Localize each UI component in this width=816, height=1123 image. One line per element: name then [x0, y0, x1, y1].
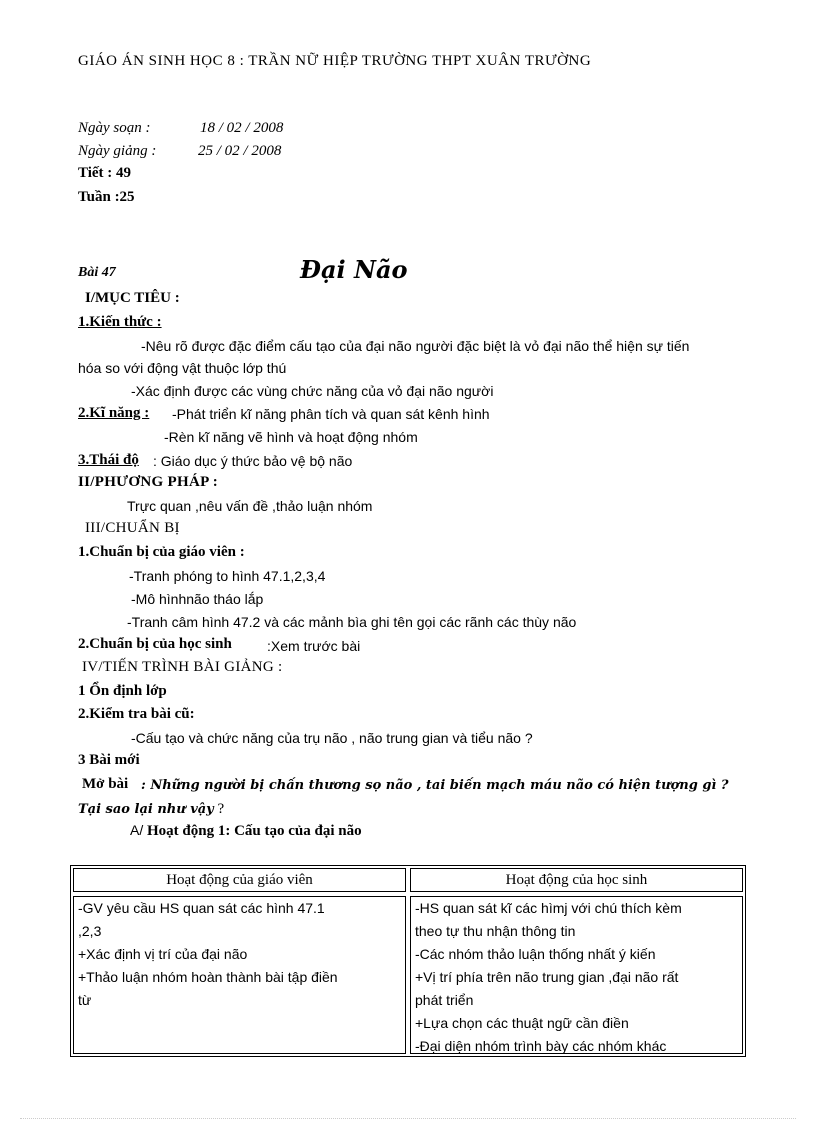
chuan-bi-heading: III/CHUẨN BỊ — [85, 520, 180, 536]
hs-line: phát triển — [415, 992, 474, 1008]
lesson-title: Đại Não — [300, 255, 408, 284]
thai-do-text: : Giáo dục ý thức bảo vệ bộ não — [153, 453, 353, 469]
table-header-row — [71, 866, 745, 894]
kien-thuc-label: 1.Kiến thức : — [78, 314, 162, 330]
lesson-number: Bài 47 — [78, 265, 116, 280]
ngay-soan-value: 18 / 02 / 2008 — [200, 120, 284, 136]
gv-line: -GV yêu cầu HS quan sát các hình 47.1 — [78, 900, 325, 916]
ngay-soan-label: Ngày soạn : — [78, 120, 151, 136]
bai-moi-label: 3 Bài mới — [78, 752, 140, 768]
header-cell-gv — [71, 866, 408, 894]
muc-tieu-heading: I/MỤC TIÊU : — [85, 290, 180, 306]
gv-line: từ — [78, 992, 92, 1008]
table-row — [71, 894, 745, 1056]
ki-nang-1: -Phát triển kĩ năng phân tích và quan sát kênh hình — [172, 406, 490, 422]
kien-thuc-1b: hóa so với động vật thuộc lớp thú — [78, 360, 287, 376]
hs-line: -Đại diện nhóm trình bày các nhóm khác — [415, 1038, 667, 1054]
mo-bai-line-2 — [78, 800, 224, 818]
phuong-phap-heading — [78, 474, 218, 491]
hs-content — [410, 896, 743, 1054]
hs-line: +Lựa chọn các thuật ngữ cần điền — [415, 1015, 629, 1031]
ki-nang-2: -Rèn kĩ năng vẽ hình và hoạt động nhóm — [164, 429, 418, 445]
hoat-dong-prefix: A/ — [130, 822, 144, 838]
ngay-giang-value: 25 / 02 / 2008 — [198, 143, 282, 159]
gv-line: ,2,3 — [78, 923, 102, 939]
col-gv-header: Hoạt động của giáo viên — [73, 868, 406, 892]
chuan-bi-gv-2: -Mô hìnhnão tháo lắp — [131, 591, 264, 607]
kien-thuc-1: -Nêu rõ được đặc điểm cấu tạo của đại não người đặc biệt là vỏ đại não thể hiện sự tiến — [141, 338, 690, 354]
mo-bai-text-1: : Những người bị chấn thương sọ não , tai biến mạch máu não có hiện tượng gì ? — [141, 778, 729, 793]
gv-content — [73, 896, 406, 1054]
ki-nang-label: 2.Kĩ năng : — [78, 405, 150, 421]
chuan-bi-hs-label: 2.Chuẩn bị của học sinh — [78, 636, 232, 652]
hs-cell — [408, 894, 745, 1056]
gv-line: +Thảo luận nhóm hoàn thành bài tập điền — [78, 969, 338, 985]
page-bottom-divider — [20, 1118, 796, 1119]
gv-cell — [71, 894, 408, 1056]
hoat-dong-1-title: Hoạt động 1: Cấu tạo của đại não — [146, 823, 362, 839]
kien-thuc-2: -Xác định được các vùng chức năng của vỏ đại não người — [131, 383, 494, 399]
hs-line: theo tự thu nhận thông tin — [415, 923, 576, 939]
gv-line: +Xác định vị trí của đại não — [78, 946, 248, 962]
page-header: GIÁO ÁN SINH HỌC 8 : TRẦN NỮ HIỆP TRƯỜNG THPT XUÂN TRƯỜNG — [78, 53, 592, 69]
activity-table — [70, 865, 746, 1057]
phuong-phap-heading-text: II/PHƯƠNG PHÁP : — [78, 474, 219, 490]
tiet-label: Tiết : 49 — [78, 165, 132, 181]
tien-trinh-heading: IV/TIẾN TRÌNH BÀI GIẢNG : — [82, 659, 283, 675]
chuan-bi-gv-label: 1.Chuẩn bị của giáo viên : — [78, 544, 245, 560]
phuong-phap-text: Trực quan ,nêu vấn đề ,thảo luận nhóm — [127, 498, 373, 514]
kiem-tra-label: 2.Kiểm tra bài cũ: — [78, 706, 195, 722]
hs-line: -Các nhóm thảo luận thống nhất ý kiến — [415, 946, 656, 962]
thai-do-label: 3.Thái độ — [78, 452, 139, 468]
ngay-giang-label: Ngày giảng : — [78, 143, 157, 159]
on-dinh-label: 1 Ổn định lớp — [78, 683, 167, 699]
header-cell-hs — [408, 866, 745, 894]
hoat-dong-1-line — [130, 822, 362, 840]
mo-bai-text-2: Tại sao lại như vậy — [78, 802, 214, 817]
mo-bai-label: Mở bài — [82, 776, 129, 792]
chuan-bi-gv-1: -Tranh phóng to hình 47.1,2,3,4 — [129, 568, 326, 584]
col-hs-header: Hoạt động của học sinh — [410, 868, 743, 892]
hs-line: -HS quan sát kĩ các hìmj với chú thích kèm — [415, 900, 682, 916]
chuan-bi-hs-text: :Xem trước bài — [267, 638, 361, 654]
tuan-label: Tuần :25 — [78, 189, 135, 205]
hs-line: +Vị trí phía trên não trung gian ,đại não rất — [415, 969, 679, 985]
kiem-tra-text: -Cấu tạo và chức năng của trụ não , não trung gian và tiểu não ? — [131, 730, 533, 746]
mo-bai-question: ? — [213, 801, 225, 817]
chuan-bi-gv-3: -Tranh câm hình 47.2 và các mảnh bìa ghi tên gọi các rãnh các thùy não — [127, 614, 577, 630]
